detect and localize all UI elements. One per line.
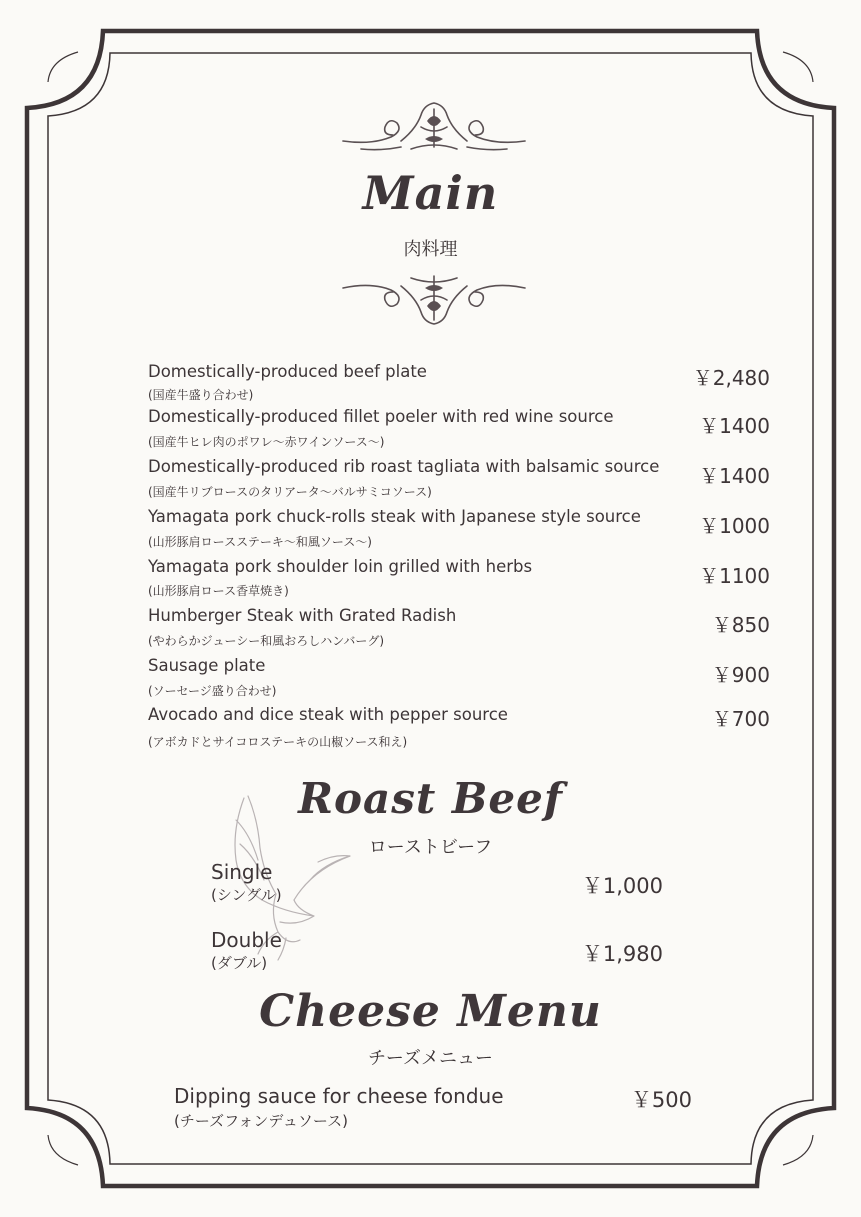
item-japanese-name: (やわらかジューシー和風おろしハンバーグ) xyxy=(148,634,385,648)
top-flourish-ornament xyxy=(341,101,527,157)
item-name: Yamagata pork chuck-rolls steak with Japanese style source xyxy=(148,507,641,526)
main-section-subtitle: 肉料理 xyxy=(403,239,458,260)
item-name: Sausage plate xyxy=(148,656,266,675)
item-japanese-name: (国産牛ヒレ肉のポワレ～赤ワインソース～) xyxy=(148,435,385,449)
item-japanese-name: (シングル) xyxy=(211,886,282,904)
item-japanese-name: (ソーセージ盛り合わせ) xyxy=(148,684,277,698)
menu-item xyxy=(148,656,770,704)
item-japanese-name: (アボカドとサイコロステーキの山椒ソース和え) xyxy=(148,735,408,749)
cheese-section-subtitle: チーズメニュー xyxy=(367,1048,494,1069)
roast-beef-section-title: Roast Beef xyxy=(298,774,563,823)
item-price: ￥1000 xyxy=(699,514,770,538)
roast-beef-section-subtitle: ローストビーフ xyxy=(368,837,493,858)
item-price: ￥1400 xyxy=(699,414,770,438)
item-japanese-name: (ダブル) xyxy=(211,954,268,972)
menu-item xyxy=(148,362,770,410)
item-japanese-name: (国産牛盛り合わせ) xyxy=(148,388,254,402)
item-price: ￥500 xyxy=(630,1088,692,1112)
menu-item xyxy=(148,457,770,505)
menu-item xyxy=(148,557,770,605)
item-price: ￥850 xyxy=(711,613,770,637)
menu-item xyxy=(211,860,663,910)
item-name: Humberger Steak with Grated Radish xyxy=(148,606,457,625)
item-name: Double xyxy=(211,928,282,952)
item-price: ￥1100 xyxy=(699,564,770,588)
item-price: ￥1400 xyxy=(699,464,770,488)
item-price: ￥700 xyxy=(711,707,770,731)
item-price: ￥1,000 xyxy=(581,874,663,898)
item-japanese-name: (山形豚肩ロース香草焼き) xyxy=(148,584,289,598)
menu-item xyxy=(148,606,770,654)
item-name: Single xyxy=(211,860,273,884)
item-name: Domestically-produced fillet poeler with red wine source xyxy=(148,407,614,426)
menu-item xyxy=(148,407,770,455)
item-japanese-name: (チーズフォンデュソース) xyxy=(174,1112,349,1130)
menu-item xyxy=(211,928,663,978)
item-name: Dipping sauce for cheese fondue xyxy=(174,1084,504,1108)
menu-item xyxy=(148,507,770,555)
main-section-title: Main xyxy=(362,166,499,220)
menu-item xyxy=(148,705,770,753)
menu-item xyxy=(174,1084,692,1134)
item-price: ￥2,480 xyxy=(692,366,770,390)
item-price: ￥1,980 xyxy=(581,942,663,966)
cheese-section-title: Cheese Menu xyxy=(259,986,602,1037)
item-name: Domestically-produced beef plate xyxy=(148,362,427,381)
item-price: ￥900 xyxy=(711,663,770,687)
item-name: Yamagata pork shoulder loin grilled with herbs xyxy=(148,557,533,576)
item-japanese-name: (山形豚肩ロースステーキ～和風ソース～) xyxy=(148,535,372,549)
item-japanese-name: (国産牛リブロースのタリアータ～バルサミコソース) xyxy=(148,485,432,499)
bottom-flourish-ornament xyxy=(341,270,527,326)
item-name: Avocado and dice steak with pepper source xyxy=(148,705,508,724)
item-name: Domestically-produced rib roast tagliata with balsamic source xyxy=(148,457,660,476)
